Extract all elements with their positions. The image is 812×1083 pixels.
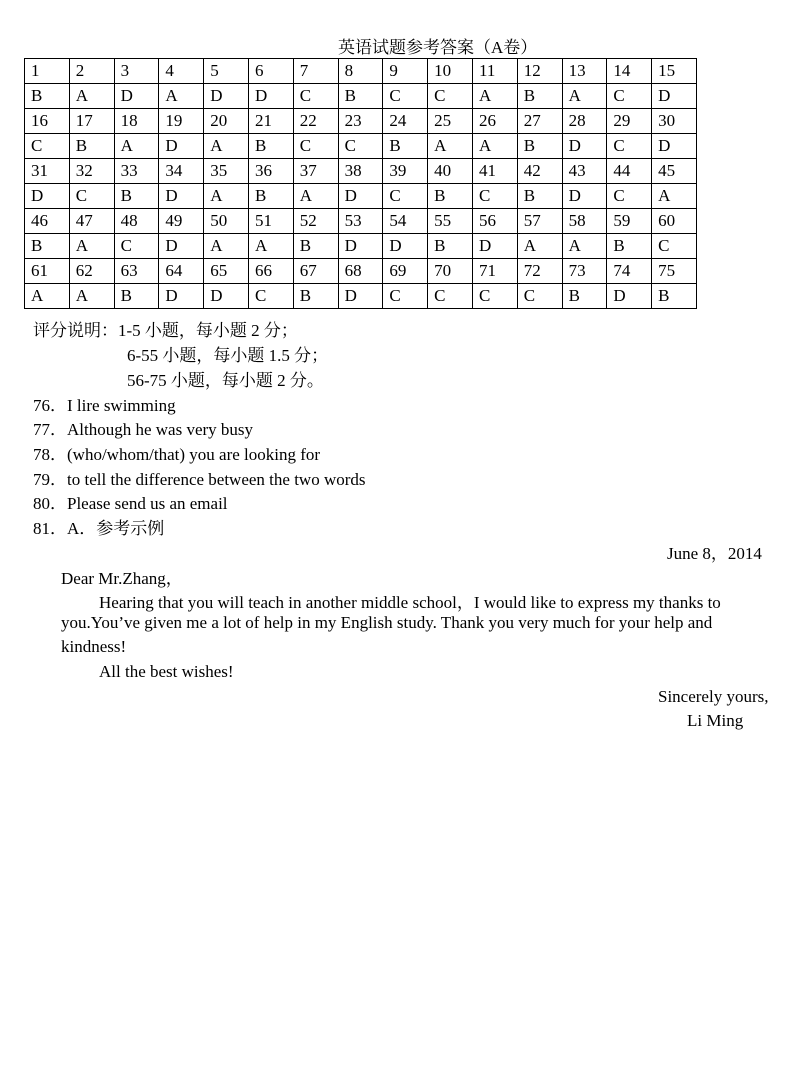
answer-letter-cell: B <box>293 284 338 309</box>
answer-letter-cell: B <box>338 84 383 109</box>
answer-letter-cell: C <box>293 84 338 109</box>
answer-letter-row <box>25 84 697 109</box>
question-number-cell: 21 <box>248 109 293 134</box>
question-number-cell: 18 <box>114 109 159 134</box>
question-number-cell: 28 <box>562 109 607 134</box>
question-number-cell: 31 <box>25 159 70 184</box>
answer-letter-cell: C <box>383 84 428 109</box>
question-number-cell: 12 <box>517 59 562 84</box>
question-number-cell: 50 <box>204 209 249 234</box>
question-number-cell: 42 <box>517 159 562 184</box>
question-number-cell: 70 <box>428 259 473 284</box>
answer-letter-cell: A <box>69 84 114 109</box>
answer-letter-cell: D <box>607 284 652 309</box>
answer-letter-cell: D <box>159 234 204 259</box>
answer-letter-cell: C <box>114 234 159 259</box>
question-number-cell: 41 <box>472 159 517 184</box>
question-number-cell: 65 <box>204 259 249 284</box>
answer-letter-cell: C <box>25 134 70 159</box>
question-number-cell: 29 <box>607 109 652 134</box>
answer-letter-cell: B <box>562 284 607 309</box>
answer-letter-cell: B <box>428 184 473 209</box>
answer-letter-cell: A <box>159 84 204 109</box>
question-number-cell: 26 <box>472 109 517 134</box>
answer-letter-cell: A <box>472 84 517 109</box>
answer-77: 77．Although he was very busy <box>33 420 254 439</box>
answer-letter-cell: B <box>428 234 473 259</box>
answer-80: 80．Please send us an email <box>33 494 228 513</box>
answer-letter-cell: A <box>204 234 249 259</box>
question-number-cell: 75 <box>652 259 697 284</box>
question-number-cell: 68 <box>338 259 383 284</box>
question-number-cell: 35 <box>204 159 249 184</box>
letter-body-line-3: kindness! <box>61 637 127 656</box>
answer-letter-cell: D <box>383 234 428 259</box>
answer-letter-cell: A <box>248 234 293 259</box>
question-number-cell: 2 <box>69 59 114 84</box>
answer-letter-cell: B <box>114 184 159 209</box>
question-number-cell: 9 <box>383 59 428 84</box>
question-number-cell: 57 <box>517 209 562 234</box>
question-number-cell: 32 <box>69 159 114 184</box>
question-number-cell: 56 <box>472 209 517 234</box>
question-number-cell: 33 <box>114 159 159 184</box>
answer-letter-cell: B <box>114 284 159 309</box>
question-number-cell: 53 <box>338 209 383 234</box>
question-number-cell: 22 <box>293 109 338 134</box>
answer-letter-cell: D <box>652 134 697 159</box>
answer-letter-cell: C <box>607 134 652 159</box>
question-number-cell: 7 <box>293 59 338 84</box>
answer-letter-cell: B <box>607 234 652 259</box>
question-number-cell: 1 <box>25 59 70 84</box>
answer-letter-cell: A <box>562 234 607 259</box>
answer-letter-cell: D <box>248 84 293 109</box>
question-number-row <box>25 259 697 284</box>
question-number-cell: 38 <box>338 159 383 184</box>
answer-letter-cell: A <box>562 84 607 109</box>
question-number-cell: 54 <box>383 209 428 234</box>
answer-letter-cell: C <box>607 184 652 209</box>
answer-letter-cell: C <box>428 84 473 109</box>
answer-letter-cell: D <box>562 184 607 209</box>
question-number-cell: 17 <box>69 109 114 134</box>
answer-letter-cell: B <box>383 134 428 159</box>
answer-letter-cell: A <box>204 184 249 209</box>
answer-79: 79．to tell the difference between the two words <box>33 470 366 489</box>
answer-76: 76．I lire swimming <box>33 396 176 415</box>
answer-letter-cell: C <box>472 184 517 209</box>
question-number-cell: 27 <box>517 109 562 134</box>
question-number-cell: 20 <box>204 109 249 134</box>
answer-letter-cell: C <box>69 184 114 209</box>
question-number-row <box>25 159 697 184</box>
answer-letter-row <box>25 234 697 259</box>
answer-letter-cell: D <box>159 284 204 309</box>
answer-letter-cell: D <box>472 234 517 259</box>
answer-table <box>24 58 697 309</box>
answer-letter-cell: D <box>159 184 204 209</box>
answer-letter-cell: D <box>159 134 204 159</box>
answer-letter-cell: B <box>25 234 70 259</box>
question-number-cell: 40 <box>428 159 473 184</box>
question-number-cell: 13 <box>562 59 607 84</box>
answer-letter-cell: C <box>652 234 697 259</box>
answer-letter-cell: D <box>204 284 249 309</box>
answer-letter-row <box>25 134 697 159</box>
scoring-note-3: 56-75 小题，每小题 2 分。 <box>127 371 324 390</box>
question-number-cell: 64 <box>159 259 204 284</box>
answer-letter-cell: D <box>338 184 383 209</box>
answer-letter-cell: A <box>69 234 114 259</box>
answer-letter-cell: C <box>338 134 383 159</box>
letter-body-line-2: you.You’ve given me a lot of help in my English study. Thank you very much for your help and <box>61 613 713 632</box>
answer-letter-cell: A <box>293 184 338 209</box>
answer-letter-cell: B <box>248 134 293 159</box>
answer-letter-cell: C <box>383 284 428 309</box>
answer-letter-cell: A <box>114 134 159 159</box>
answer-letter-cell: D <box>338 284 383 309</box>
answer-letter-cell: D <box>562 134 607 159</box>
question-number-cell: 72 <box>517 259 562 284</box>
answer-81: 81．A．参考示例 <box>33 519 165 538</box>
question-number-cell: 59 <box>607 209 652 234</box>
question-number-cell: 24 <box>383 109 428 134</box>
answer-letter-cell: B <box>69 134 114 159</box>
letter-closing: Sincerely yours, <box>658 687 769 706</box>
answer-letter-cell: D <box>25 184 70 209</box>
answer-letter-cell: B <box>652 284 697 309</box>
question-number-cell: 58 <box>562 209 607 234</box>
answer-letter-cell: A <box>652 184 697 209</box>
answer-letter-cell: C <box>517 284 562 309</box>
answer-letter-cell: B <box>293 234 338 259</box>
scoring-note-2: 6-55 小题，每小题 1.5 分； <box>127 346 329 365</box>
question-number-cell: 37 <box>293 159 338 184</box>
question-number-cell: 8 <box>338 59 383 84</box>
question-number-cell: 3 <box>114 59 159 84</box>
question-number-row <box>25 109 697 134</box>
question-number-cell: 60 <box>652 209 697 234</box>
question-number-cell: 5 <box>204 59 249 84</box>
answer-table-body <box>25 59 697 309</box>
question-number-row <box>25 59 697 84</box>
answer-letter-cell: B <box>517 84 562 109</box>
answer-letter-cell: A <box>69 284 114 309</box>
answer-letter-cell: A <box>25 284 70 309</box>
answer-78: 78．(who/whom/that) you are looking for <box>33 445 321 464</box>
answer-letter-row <box>25 284 697 309</box>
answer-letter-cell: C <box>428 284 473 309</box>
question-number-cell: 63 <box>114 259 159 284</box>
answer-letter-cell: C <box>472 284 517 309</box>
letter-salutation: Dear Mr.Zhang， <box>61 569 183 588</box>
letter-signature: Li Ming <box>687 711 744 730</box>
question-number-cell: 6 <box>248 59 293 84</box>
question-number-cell: 10 <box>428 59 473 84</box>
question-number-cell: 49 <box>159 209 204 234</box>
letter-date: June 8，2014 <box>667 544 762 563</box>
question-number-cell: 11 <box>472 59 517 84</box>
question-number-cell: 67 <box>293 259 338 284</box>
scoring-note-1: 评分说明：1-5 小题，每小题 2 分； <box>33 321 298 340</box>
question-number-cell: 34 <box>159 159 204 184</box>
letter-wishes: All the best wishes! <box>99 662 234 681</box>
question-number-cell: 44 <box>607 159 652 184</box>
question-number-cell: 30 <box>652 109 697 134</box>
answer-letter-cell: B <box>517 134 562 159</box>
question-number-cell: 51 <box>248 209 293 234</box>
answer-letter-cell: D <box>652 84 697 109</box>
question-number-cell: 23 <box>338 109 383 134</box>
answer-letter-cell: A <box>517 234 562 259</box>
question-number-cell: 73 <box>562 259 607 284</box>
question-number-cell: 62 <box>69 259 114 284</box>
question-number-cell: 66 <box>248 259 293 284</box>
answer-letter-cell: D <box>338 234 383 259</box>
page-title: 英语试题参考答案（A卷） <box>338 38 538 57</box>
answer-letter-cell: B <box>25 84 70 109</box>
letter-body-line-1: Hearing that you will teach in another middle school，I would like to express my thanks to <box>99 593 721 612</box>
answer-letter-cell: A <box>428 134 473 159</box>
question-number-cell: 19 <box>159 109 204 134</box>
question-number-cell: 43 <box>562 159 607 184</box>
answer-letter-cell: B <box>248 184 293 209</box>
question-number-cell: 39 <box>383 159 428 184</box>
question-number-cell: 52 <box>293 209 338 234</box>
answer-letter-cell: D <box>204 84 249 109</box>
question-number-cell: 74 <box>607 259 652 284</box>
answer-letter-cell: A <box>204 134 249 159</box>
question-number-cell: 61 <box>25 259 70 284</box>
question-number-cell: 55 <box>428 209 473 234</box>
question-number-row <box>25 209 697 234</box>
question-number-cell: 14 <box>607 59 652 84</box>
answer-letter-cell: C <box>248 284 293 309</box>
question-number-cell: 16 <box>25 109 70 134</box>
question-number-cell: 36 <box>248 159 293 184</box>
question-number-cell: 71 <box>472 259 517 284</box>
answer-letter-cell: C <box>293 134 338 159</box>
question-number-cell: 69 <box>383 259 428 284</box>
answer-letter-cell: D <box>114 84 159 109</box>
answer-letter-cell: C <box>383 184 428 209</box>
answer-letter-cell: C <box>607 84 652 109</box>
question-number-cell: 15 <box>652 59 697 84</box>
answer-letter-row <box>25 184 697 209</box>
question-number-cell: 45 <box>652 159 697 184</box>
question-number-cell: 25 <box>428 109 473 134</box>
question-number-cell: 48 <box>114 209 159 234</box>
question-number-cell: 4 <box>159 59 204 84</box>
question-number-cell: 47 <box>69 209 114 234</box>
answer-letter-cell: B <box>517 184 562 209</box>
question-number-cell: 46 <box>25 209 70 234</box>
answer-letter-cell: A <box>472 134 517 159</box>
